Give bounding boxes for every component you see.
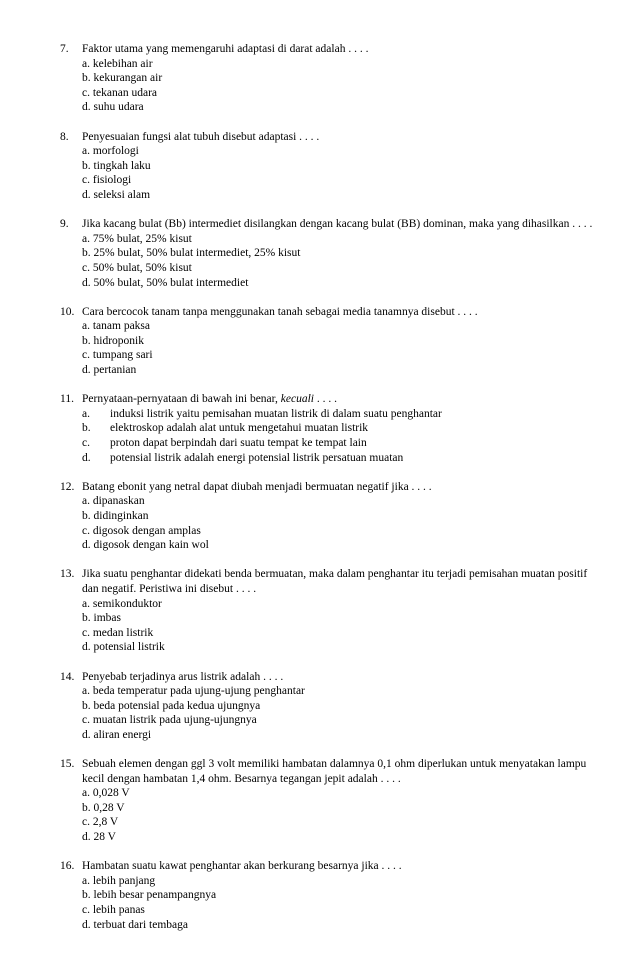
option-text: lebih besar penampangnya — [93, 889, 217, 902]
option-d — [82, 830, 600, 845]
question-text — [82, 392, 600, 407]
option-b — [82, 801, 600, 816]
option-label: a. — [82, 874, 90, 887]
option-label: b. — [82, 72, 91, 85]
question-text: Cara bercocok tanam tanpa menggunakan tanah sebagai media tanamnya disebut . . . . — [82, 305, 478, 318]
option-text: seleksi alam — [93, 188, 151, 201]
question-number: 7. — [60, 43, 69, 55]
option-label: a. — [82, 787, 90, 800]
option-label: d. — [82, 539, 91, 552]
option-label: b. — [82, 699, 91, 712]
option-label: b. — [82, 612, 91, 625]
option-label: d. — [82, 364, 91, 377]
option-text: kekurangan air — [93, 72, 163, 85]
option-label: d. — [82, 831, 91, 844]
option-label: b. — [82, 159, 91, 172]
option-label: a. — [82, 320, 90, 333]
option-label: a. — [82, 57, 90, 70]
question-15 — [60, 757, 600, 845]
question-text: Jika suatu penghantar didekati benda bermuatan, maka dalam penghantar itu terjadi pemisahan muatan positif dan negatif. Peristiwa ini disebut . . . . — [82, 568, 588, 595]
option-c — [82, 173, 600, 188]
option-d — [82, 918, 600, 933]
question-text-part: . . . . — [314, 393, 337, 406]
option-text: aliran energi — [93, 728, 152, 741]
option-label: b. — [82, 334, 91, 347]
option-text: digosok dengan kain wol — [93, 539, 209, 552]
option-a — [82, 684, 600, 699]
option-b — [82, 509, 600, 524]
option-d — [82, 100, 600, 115]
option-label: a. — [82, 597, 90, 610]
option-text: 0,028 V — [92, 787, 130, 800]
option-a — [82, 597, 600, 612]
option-text: tingkah laku — [93, 159, 151, 172]
question-number: 16. — [60, 860, 75, 873]
option-label: b. — [82, 422, 91, 435]
option-text: beda potensial pada kedua ujungnya — [93, 699, 261, 712]
option-b — [82, 334, 600, 349]
option-text: pertanian — [93, 364, 137, 377]
option-a — [82, 494, 600, 509]
question-text: Faktor utama yang memengaruhi adaptasi di darat adalah . . . . — [82, 43, 369, 55]
option-d — [82, 363, 600, 378]
option-a — [82, 57, 600, 72]
option-a — [82, 407, 600, 422]
option-b — [82, 71, 600, 86]
option-b — [82, 246, 600, 261]
option-text: 50% bulat, 50% kisut — [92, 261, 192, 274]
option-label: a. — [82, 495, 90, 508]
question-9 — [60, 217, 600, 290]
option-label: a. — [82, 232, 90, 245]
option-label: c. — [82, 261, 90, 274]
option-d — [82, 451, 600, 466]
question-7 — [60, 42, 600, 115]
question-text-emphasis: kecuali — [280, 393, 314, 406]
option-c — [82, 815, 600, 830]
option-text: didinginkan — [93, 510, 149, 522]
option-text: medan listrik — [92, 626, 154, 639]
option-text: morfologi — [92, 145, 139, 158]
option-d — [82, 538, 600, 553]
option-a — [82, 144, 600, 159]
question-number: 15. — [60, 758, 75, 771]
option-d — [82, 276, 600, 291]
question-11 — [60, 392, 600, 465]
option-c — [82, 713, 600, 728]
question-16 — [60, 859, 600, 932]
option-d — [82, 640, 600, 655]
question-14 — [60, 670, 600, 743]
option-text: fisiologi — [92, 174, 132, 187]
option-label: b. — [82, 247, 91, 260]
question-13 — [60, 567, 600, 655]
option-label: c. — [82, 174, 90, 187]
option-text: semikonduktor — [92, 597, 162, 610]
question-number: 8. — [60, 130, 69, 143]
question-number: 12. — [60, 480, 75, 493]
question-text: Penyebab terjadinya arus listrik adalah . . . . — [82, 670, 284, 683]
option-label: c. — [82, 349, 90, 362]
option-text: 28 V — [93, 831, 116, 844]
question-text: Jika kacang bulat (Bb) intermediet disilangkan dengan kacang bulat (BB) dominan, maka yang dihasilkan . . . . — [82, 218, 593, 231]
option-label: a. — [82, 685, 90, 698]
option-label: d. — [82, 276, 91, 289]
option-text: proton dapat berpindah dari suatu tempat ke tempat lain — [110, 437, 367, 450]
question-text: Hambatan suatu kawat penghantar akan berkurang besarnya jika . . . . — [82, 860, 402, 873]
option-text: beda temperatur pada ujung-ujung penghantar — [92, 685, 305, 698]
question-12 — [60, 480, 600, 553]
option-label: b. — [82, 510, 91, 522]
option-b — [82, 421, 600, 436]
option-text: potensial listrik — [93, 641, 165, 654]
option-text: 0,28 V — [93, 801, 125, 814]
option-label: d. — [82, 918, 91, 931]
option-label: c. — [82, 714, 90, 727]
question-8 — [60, 130, 600, 203]
question-text: Penyesuaian fungsi alat tubuh disebut adaptasi . . . . — [82, 130, 320, 143]
option-label: c. — [82, 524, 90, 537]
option-text: muatan listrik pada ujung-ujungnya — [92, 714, 257, 727]
option-a — [82, 232, 600, 247]
option-label: c. — [82, 904, 90, 917]
question-number: 13. — [60, 568, 75, 581]
option-text: hidroponik — [93, 334, 144, 347]
option-text: elektroskop adalah alat untuk mengetahui muatan listrik — [110, 422, 369, 435]
question-text: Sebuah elemen dengan ggl 3 volt memiliki hambatan dalamnya 0,1 ohm diperlukan untuk menyatakan lampu kecil dengan hambatan 1,4 ohm. Besarnya tegangan jepit adalah . . . . — [82, 758, 587, 785]
option-text: potensial listrik adalah energi potensial listrik persatuan muatan — [110, 451, 404, 464]
option-c — [82, 903, 600, 918]
option-text: terbuat dari tembaga — [93, 918, 189, 931]
option-label: c. — [82, 86, 90, 99]
option-label: c. — [82, 816, 90, 829]
option-text: tanam paksa — [92, 320, 151, 333]
question-10 — [60, 305, 600, 378]
option-label: b. — [82, 889, 91, 902]
question-number: 10. — [60, 305, 75, 318]
option-text: imbas — [93, 612, 121, 625]
question-number: 14. — [60, 670, 75, 683]
option-b — [82, 611, 600, 626]
option-d — [82, 188, 600, 203]
option-c — [82, 436, 600, 451]
option-text: lebih panjang — [92, 874, 156, 887]
option-b — [82, 699, 600, 714]
option-label: d. — [82, 641, 91, 654]
option-c — [82, 348, 600, 363]
option-text: suhu udara — [93, 101, 144, 114]
question-number: 11. — [60, 393, 74, 406]
option-text: 50% bulat, 50% bulat intermediet — [93, 276, 249, 289]
option-text: digosok dengan amplas — [92, 524, 201, 537]
option-c — [82, 86, 600, 101]
option-text: 2,8 V — [92, 816, 119, 829]
option-text: dipanaskan — [92, 495, 145, 508]
option-a — [82, 786, 600, 801]
question-text-part: Pernyataan-pernyataan di bawah ini benar, — [82, 393, 281, 406]
option-text: 75% bulat, 25% kisut — [92, 232, 192, 245]
question-text: Batang ebonit yang netral dapat diubah menjadi bermuatan negatif jika . . . . — [82, 480, 432, 493]
option-label: d. — [82, 101, 91, 114]
option-c — [82, 524, 600, 539]
option-label: a. — [82, 145, 90, 158]
option-label: d. — [82, 451, 91, 464]
option-label: c. — [82, 626, 90, 639]
option-text: lebih panas — [92, 904, 145, 917]
option-d — [82, 728, 600, 743]
option-text: kelebihan air — [92, 57, 153, 70]
option-label: b. — [82, 801, 91, 814]
option-text: 25% bulat, 50% bulat intermediet, 25% kisut — [93, 247, 301, 260]
option-b — [82, 888, 600, 903]
option-text: tumpang sari — [92, 349, 153, 362]
option-label: a. — [82, 407, 90, 420]
option-text: induksi listrik yaitu pemisahan muatan listrik di dalam suatu penghantar — [110, 407, 442, 420]
option-a — [82, 319, 600, 334]
option-label: c. — [82, 437, 90, 450]
option-text: tekanan udara — [92, 86, 158, 99]
option-c — [82, 626, 600, 641]
option-a — [82, 874, 600, 889]
question-number: 9. — [60, 218, 69, 231]
option-b — [82, 159, 600, 174]
option-c — [82, 261, 600, 276]
option-label: d. — [82, 188, 91, 201]
option-label: d. — [82, 728, 91, 741]
